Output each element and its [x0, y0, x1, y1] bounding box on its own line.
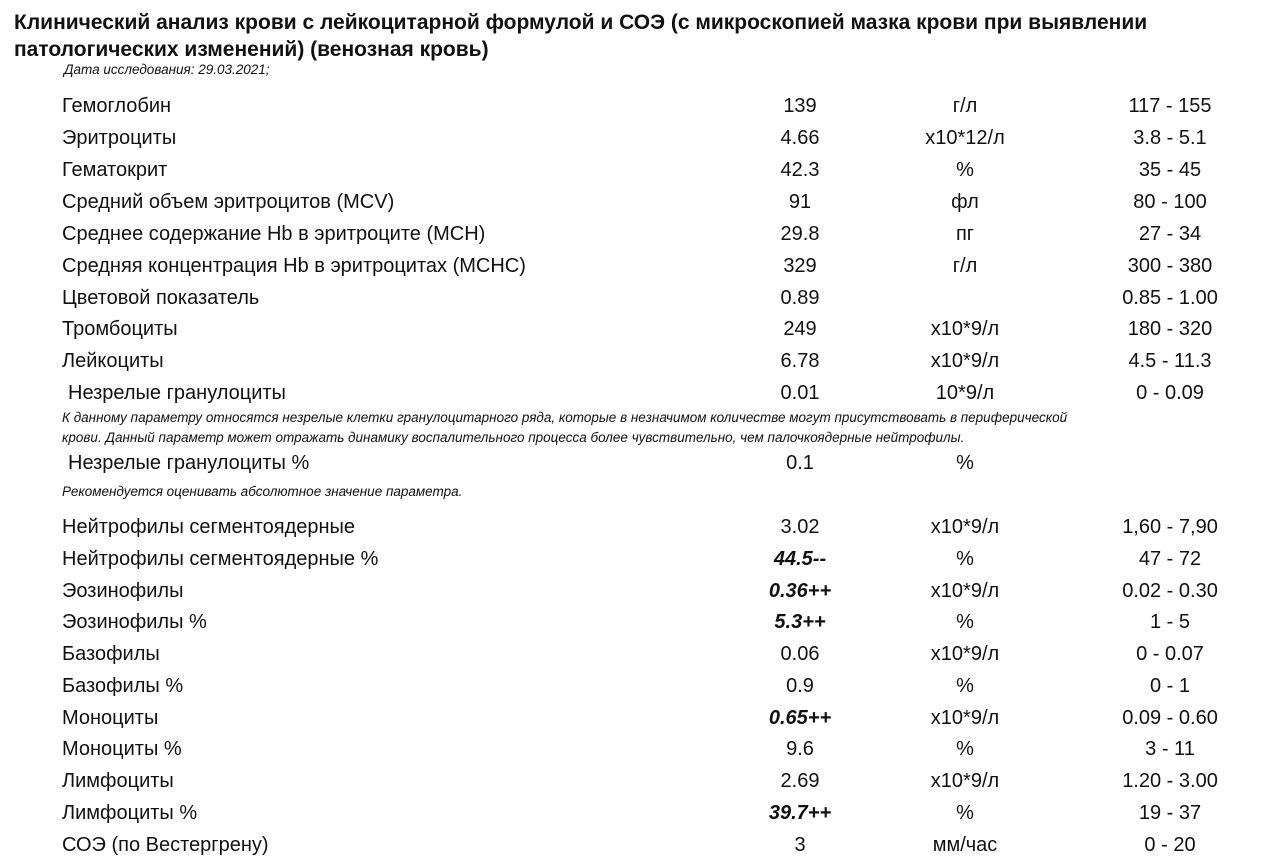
- parameter-name: Базофилы %: [62, 675, 184, 697]
- parameter-name: Средний объем эритроцитов (MCV): [62, 191, 395, 213]
- result-row-lymphocytes-pct: [0, 799, 1280, 827]
- parameter-name: Базофилы: [62, 643, 160, 665]
- result-row-mcv: [0, 188, 1280, 216]
- reference-range: 19 - 37: [1138, 802, 1202, 824]
- reference-range: 80 - 100: [1133, 191, 1207, 213]
- result-row-monocytes-pct: [0, 735, 1280, 763]
- result-value: 3: [794, 834, 806, 856]
- result-value: 42.3: [780, 159, 820, 181]
- result-value: 4.66: [780, 127, 820, 149]
- result-unit: %: [956, 675, 974, 697]
- parameter-name: Цветовой показатель: [62, 287, 260, 309]
- result-value: 139: [783, 95, 817, 117]
- note-immature-granulocytes-pct: Рекомендуется оценивать абсолютное значение параметра.: [62, 484, 463, 499]
- result-unit: x10*9/л: [930, 770, 1000, 792]
- result-value: 0.1: [786, 452, 814, 474]
- result-row-esr: [0, 831, 1280, 859]
- result-value-flagged: 0.36++: [768, 580, 832, 602]
- result-row-hemoglobin: [0, 92, 1280, 120]
- report-title: Клинический анализ крови с лейкоцитарной формулой и СОЭ (с микроскопией мазка крови при выявлении патологических изменений) (венозная кровь): [14, 11, 1148, 61]
- result-row-monocytes: [0, 704, 1280, 732]
- result-unit: x10*9/л: [930, 643, 1000, 665]
- result-unit: %: [956, 159, 974, 181]
- result-value-flagged: 5.3++: [774, 611, 826, 633]
- reference-range: 35 - 45: [1138, 159, 1202, 181]
- parameter-name: СОЭ (по Вестергрену): [62, 834, 269, 856]
- result-unit: 10*9/л: [935, 382, 995, 404]
- result-row-platelets: [0, 315, 1280, 343]
- reference-range: 0.02 - 0.30: [1122, 580, 1218, 602]
- reference-range: 0 - 0.07: [1136, 643, 1204, 665]
- result-unit: x10*9/л: [930, 707, 1000, 729]
- result-unit: %: [956, 802, 974, 824]
- reference-range: 1.20 - 3.00: [1122, 770, 1218, 792]
- reference-range: 0 - 20: [1144, 834, 1196, 856]
- result-value: 0.9: [786, 675, 814, 697]
- parameter-name: Эритроциты: [62, 127, 177, 149]
- result-row-eosinophils-pct: [0, 608, 1280, 636]
- result-row-hematocrit: [0, 156, 1280, 184]
- result-value-flagged: 39.7++: [768, 802, 832, 824]
- parameter-name: Нейтрофилы сегментоядерные %: [62, 548, 379, 570]
- reference-range: 117 - 155: [1128, 95, 1212, 117]
- note-immature-granulocytes-line1: К данному параметру относятся незрелые клетки гранулоцитарного ряда, которые в незначимом количестве могут присутствовать в периферической: [62, 410, 1068, 425]
- result-unit: %: [956, 548, 974, 570]
- parameter-name: Лимфоциты: [62, 770, 174, 792]
- result-unit: x10*9/л: [930, 516, 1000, 538]
- result-row-basophils: [0, 640, 1280, 668]
- parameter-name: Гематокрит: [62, 159, 168, 181]
- result-row-color-index: [0, 284, 1280, 312]
- result-row-eosinophils: [0, 577, 1280, 605]
- parameter-name: Моноциты: [62, 707, 159, 729]
- result-unit: г/л: [952, 95, 978, 117]
- result-row-erythrocytes: [0, 124, 1280, 152]
- parameter-name: Лейкоциты: [62, 350, 164, 372]
- result-value: 0.89: [780, 287, 820, 309]
- result-unit: мм/час: [932, 834, 998, 856]
- reference-range: 4.5 - 11.3: [1128, 350, 1212, 372]
- reference-range: 47 - 72: [1138, 548, 1202, 570]
- result-unit: x10*9/л: [930, 350, 1000, 372]
- result-unit: x10*9/л: [930, 580, 1000, 602]
- reference-range: 300 - 380: [1127, 255, 1213, 277]
- result-row-immature-granulocytes: [0, 379, 1280, 407]
- result-row-neutrophils-pct: [0, 545, 1280, 573]
- reference-range: 27 - 34: [1138, 223, 1202, 245]
- study-date: Дата исследования: 29.03.2021;: [64, 62, 270, 77]
- result-value: 91: [788, 191, 812, 213]
- result-value: 249: [783, 318, 817, 340]
- reference-range: 0.09 - 0.60: [1122, 707, 1218, 729]
- note-immature-granulocytes-line2: крови. Данный параметр может отражать динамику воспалительного процесса более чувствительно, чем палочкоядерные нейтрофилы.: [62, 430, 965, 445]
- result-row-mchc: [0, 252, 1280, 280]
- reference-range: 0 - 1: [1149, 675, 1191, 697]
- reference-range: 0.85 - 1.00: [1122, 287, 1218, 309]
- parameter-name: Эозинофилы %: [62, 611, 207, 633]
- result-unit: пг: [955, 223, 975, 245]
- result-row-leukocytes: [0, 347, 1280, 375]
- result-row-lymphocytes: [0, 767, 1280, 795]
- parameter-name: Среднее содержание Hb в эритроците (MCH): [62, 223, 486, 245]
- result-value: 0.06: [780, 643, 820, 665]
- reference-range: 1 - 5: [1149, 611, 1191, 633]
- parameter-name: Незрелые гранулоциты %: [68, 452, 310, 474]
- parameter-name: Моноциты %: [62, 738, 182, 760]
- result-value: 3.02: [780, 516, 820, 538]
- result-row-immature-granulocytes-pct: [0, 449, 1280, 477]
- result-value: 329: [783, 255, 817, 277]
- result-unit: фл: [951, 191, 979, 213]
- parameter-name: Тромбоциты: [62, 318, 178, 340]
- result-unit: x10*12/л: [925, 127, 1005, 149]
- parameter-name: Незрелые гранулоциты: [68, 382, 286, 404]
- result-value-flagged: 44.5--: [773, 548, 827, 570]
- reference-range: 3.8 - 5.1: [1133, 127, 1207, 149]
- result-unit: %: [956, 452, 974, 474]
- parameter-name: Средняя концентрация Hb в эритроцитах (MCHC): [62, 255, 526, 277]
- result-unit: x10*9/л: [930, 318, 1000, 340]
- result-row-mch: [0, 220, 1280, 248]
- result-row-basophils-pct: [0, 672, 1280, 700]
- parameter-name: Гемоглобин: [62, 95, 172, 117]
- result-value: 0.01: [780, 382, 820, 404]
- result-unit: %: [956, 738, 974, 760]
- result-row-neutrophils: [0, 513, 1280, 541]
- reference-range: 3 - 11: [1145, 738, 1195, 760]
- reference-range: 180 - 320: [1127, 318, 1213, 340]
- result-unit: г/л: [952, 255, 978, 277]
- result-value: 6.78: [780, 350, 820, 372]
- result-value: 29.8: [780, 223, 820, 245]
- reference-range: 0 - 0.09: [1136, 382, 1204, 404]
- result-value: 2.69: [780, 770, 820, 792]
- reference-range: 1,60 - 7,90: [1122, 516, 1218, 538]
- parameter-name: Эозинофилы: [62, 580, 184, 602]
- parameter-name: Нейтрофилы сегментоядерные: [62, 516, 356, 538]
- parameter-name: Лимфоциты %: [62, 802, 198, 824]
- result-value: 9.6: [786, 738, 814, 760]
- result-unit: %: [956, 611, 974, 633]
- result-value-flagged: 0.65++: [768, 707, 832, 729]
